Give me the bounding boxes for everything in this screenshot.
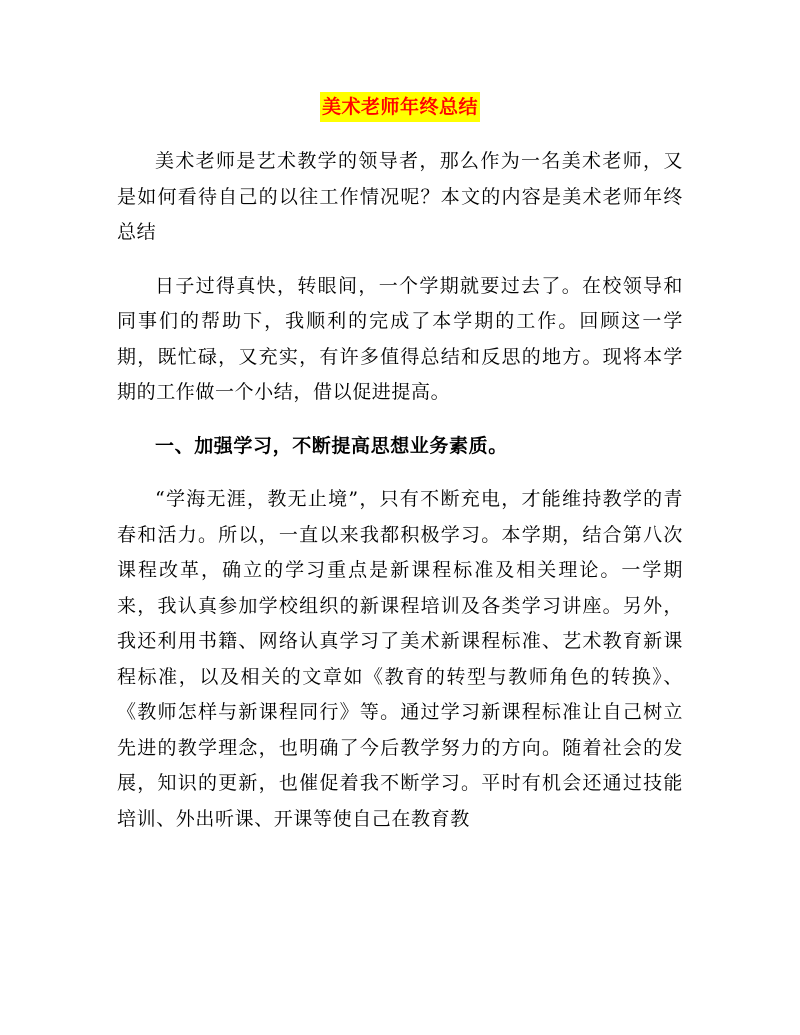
- section-1-body: “学海无涯，教无止境”，只有不断充电，才能维持教学的青春和活力。所以，一直以来我都积极学习。本学期，结合第八次课程改革，确立的学习重点是新课程标准及相关理论。一学期来，我认真参加学校组织的新课程培训及各类学习讲座。另外，我还利用书籍、网络认真学习了美术新课程标准、艺术教育新课程标准，以及相关的文章如《教育的转型与教师角色的转换》、《教师怎样与新课程同行》等。通过学习新课程标准让自己树立先进的教学理念，也明确了今后教学努力的方向。随着社会的发展，知识的更新，也催促着我不断学习。平时有机会还通过技能培训、外出听课、开课等使自己在教育教: [117, 488, 683, 830]
- title-block: [117, 92, 683, 126]
- section-heading-1: 一、加强学习，不断提高思想业务素质。: [155, 434, 508, 457]
- paragraph-gap: [117, 251, 683, 269]
- intro-paragraph: 美术老师是艺术教学的领导者，那么作为一名美术老师，又是如何看待自己的以往工作情况呢？本文的内容是美术老师年终总结: [117, 150, 683, 243]
- paragraph-gap: [117, 411, 683, 429]
- paragraph-gap: [117, 464, 683, 482]
- document-title: 美术老师年终总结: [320, 92, 480, 122]
- body-paragraph-1: 日子过得真快，转眼间，一个学期就要过去了。在校领导和同事们的帮助下，我顺利的完成了本学期的工作。回顾这一学期，既忙碌，又充实，有许多值得总结和反思的地方。现将本学期的工作做一个小结，借以促进提高。: [117, 274, 683, 403]
- document-page: [117, 92, 683, 837]
